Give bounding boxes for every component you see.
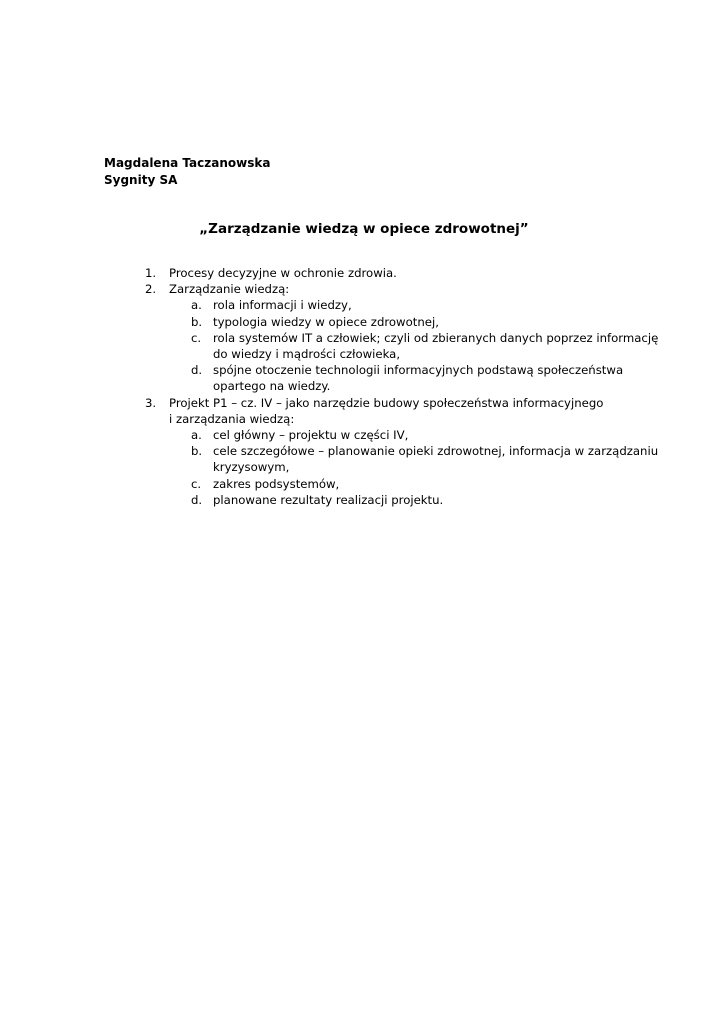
outline-text: Procesy decyzyjne w ochronie zdrowia. — [169, 266, 397, 280]
document-title: „Zarządzanie wiedzą w opiece zdrowotnej” — [199, 221, 529, 237]
outline-text: Zarządzanie wiedzą: — [169, 282, 290, 297]
outline-subitem-2d-continued — [104, 378, 644, 394]
outline-sub-text: opartego na wiedzy. — [213, 379, 331, 394]
outline-sub-text: typologia wiedzy w opiece zdrowotnej, — [213, 314, 439, 329]
outline-sub-text: spójne otoczenie technologii informacyjnych podstawą społeczeństwa — [213, 363, 624, 378]
outline-sub-marker: a. — [191, 428, 202, 443]
outline-subitem-2d — [104, 362, 644, 378]
outline-sub-text: do wiedzy i mądrości człowieka, — [213, 347, 401, 362]
outline-subitem-2c-continued — [104, 346, 644, 362]
outline-sub-marker: b. — [191, 314, 203, 329]
outline-subitem-3b — [104, 443, 659, 459]
outline-subitem-2c — [104, 330, 659, 346]
outline-sub-marker: d. — [191, 492, 203, 507]
outline-subitem-3a — [104, 427, 644, 443]
outline-sub-text: rola systemów IT a człowiek; czyli od zbieranych danych poprzez informację — [213, 330, 659, 345]
outline-sub-text: cele szczegółowe – planowanie opieki zdrowotnej, informacja w zarządzaniu — [213, 444, 659, 459]
outline-sub-marker: a. — [191, 298, 202, 313]
outline-subitem-3b-continued — [104, 459, 644, 475]
outline-text: Projekt P1 – cz. IV – jako narzędzie budowy społeczeństwa informacyjnego — [169, 395, 604, 410]
outline-marker: 2. — [145, 282, 157, 297]
author-name: Magdalena Taczanowska — [104, 156, 271, 170]
outline-text: i zarządzania wiedzą: — [169, 411, 295, 426]
outline-marker: 1. — [145, 266, 157, 280]
outline-item-3 — [104, 395, 644, 411]
outline-item-2 — [104, 281, 644, 297]
outline-subitem-3d — [104, 492, 644, 508]
outline-sub-marker: c. — [191, 330, 202, 345]
outline-sub-text: rola informacji i wiedzy, — [213, 298, 352, 313]
outline-sub-text: planowane rezultaty realizacji projektu. — [213, 492, 444, 507]
outline-subitem-2b — [104, 314, 644, 330]
outline-list — [104, 265, 659, 508]
outline-item-3-continued — [104, 411, 644, 427]
outline-sub-text: zakres podsystemów, — [213, 476, 340, 491]
outline-subitem-2a — [104, 297, 644, 313]
outline-subitem-3c — [104, 476, 644, 492]
outline-sub-text: kryzysowym, — [213, 460, 290, 475]
author-block — [104, 155, 270, 189]
outline-sub-text: cel główny – projektu w części IV, — [213, 428, 409, 443]
outline-sub-marker: c. — [191, 476, 202, 491]
outline-sub-marker: d. — [191, 363, 203, 378]
outline-item-1 — [104, 265, 644, 281]
outline-marker: 3. — [145, 395, 157, 410]
outline-sub-marker: b. — [191, 444, 203, 459]
company-name: Sygnity SA — [104, 173, 178, 187]
